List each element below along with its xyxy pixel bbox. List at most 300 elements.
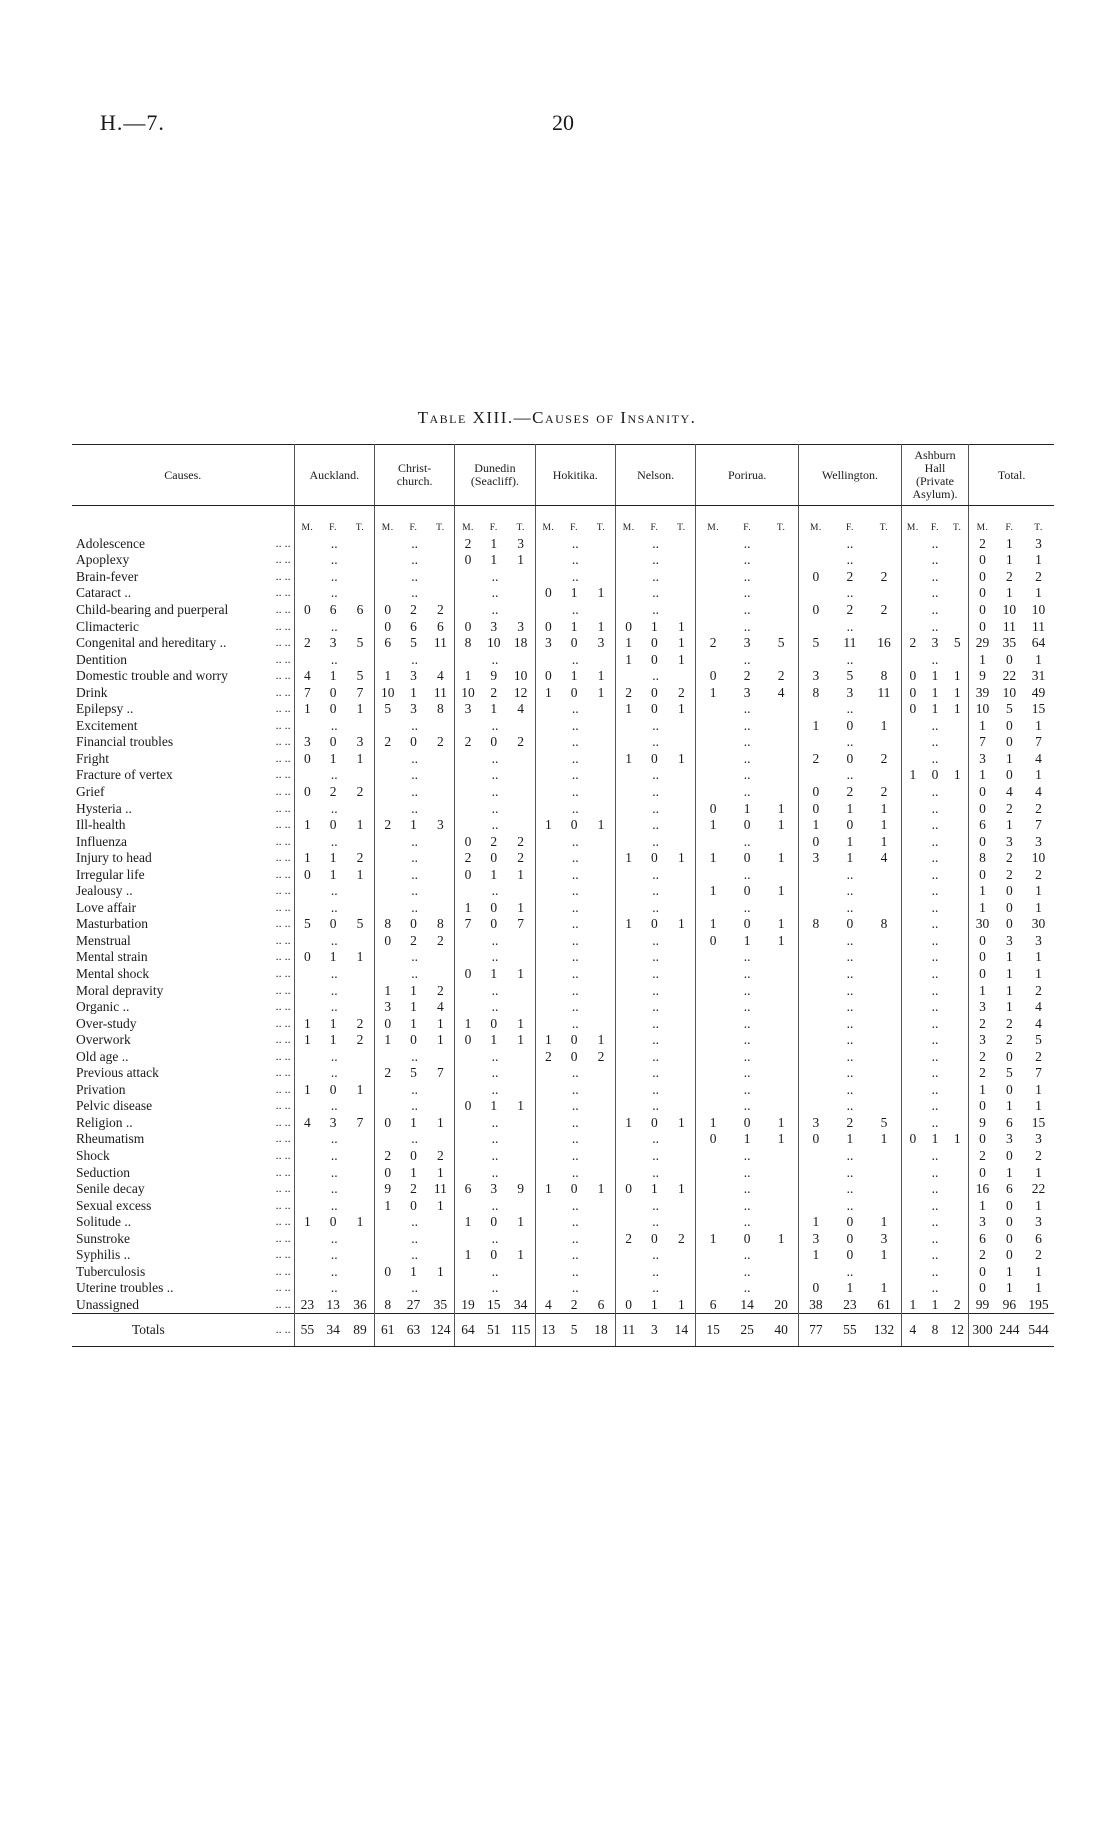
empty-cell: .. xyxy=(901,568,968,585)
value-f: 0 xyxy=(1006,1230,1013,1246)
leader-dots: .. .. xyxy=(252,899,295,916)
empty-cell: .. xyxy=(294,535,374,552)
empty-cell: .. xyxy=(374,882,454,899)
empty-cell: .. xyxy=(615,585,695,602)
leader-dots: .. .. xyxy=(252,998,295,1015)
empty-cell: .. xyxy=(799,1081,902,1098)
value-f: 0 xyxy=(490,1015,498,1031)
empty-cell: .. xyxy=(901,1247,968,1264)
empty-cell: .. xyxy=(294,1048,374,1065)
empty-cell: .. xyxy=(535,1065,615,1082)
empty-cell: .. xyxy=(455,882,535,899)
value-f: 13 xyxy=(326,1296,340,1312)
table-row xyxy=(72,866,1054,883)
value-f: 1 xyxy=(651,1181,658,1197)
sub-header-f: F. xyxy=(1005,523,1014,533)
empty-cell: .. xyxy=(696,535,799,552)
value-t: 1 xyxy=(507,1247,535,1264)
value-t: 2 xyxy=(426,932,454,949)
empty-cell: .. xyxy=(696,1247,799,1264)
value-f: 0 xyxy=(1006,883,1013,899)
value-t: 1 xyxy=(867,1247,901,1264)
value-f: 0 xyxy=(846,1214,854,1230)
value-f: 0 xyxy=(490,734,498,750)
table-row xyxy=(72,634,1054,651)
empty-cell: .. xyxy=(374,717,454,734)
empty-cell: .. xyxy=(374,1280,454,1297)
empty-cell: .. xyxy=(455,800,535,817)
value-m: 2 xyxy=(979,1148,986,1163)
institution-header xyxy=(696,445,799,506)
value-m: 0 xyxy=(464,1098,472,1114)
empty-cell: .. xyxy=(374,1098,454,1115)
empty-cell: .. xyxy=(615,1263,695,1280)
value-m: 0 xyxy=(979,585,986,601)
value-f: 0 xyxy=(1006,1081,1013,1097)
empty-cell: .. xyxy=(615,667,695,684)
value-t: 1 xyxy=(667,651,695,668)
value-f: 1 xyxy=(1006,982,1013,998)
value-f: 1 xyxy=(931,684,939,700)
empty-cell: .. xyxy=(535,568,615,585)
value-t: 4 xyxy=(507,700,535,717)
value-m: 0 xyxy=(979,932,986,948)
institution-header xyxy=(799,445,902,506)
empty-cell: .. xyxy=(294,1131,374,1148)
value-t: 6 xyxy=(1035,1230,1042,1246)
value-t: 40 xyxy=(764,1313,798,1346)
sub-header-f: F. xyxy=(931,523,939,533)
value-t: 3 xyxy=(1035,833,1042,849)
value-m: 1 xyxy=(709,1230,717,1246)
value-m: 55 xyxy=(294,1313,320,1346)
empty-cell: .. xyxy=(901,932,968,949)
page-reference: H.—7. xyxy=(100,110,165,135)
empty-cell: .. xyxy=(615,601,695,618)
value-f: 96 xyxy=(1002,1296,1017,1312)
value-m: 0 xyxy=(812,833,820,849)
cause-name: Injury to head xyxy=(76,850,152,866)
value-m: 8 xyxy=(979,850,986,866)
value-f: 2 xyxy=(1006,568,1013,584)
empty-cell: .. xyxy=(455,932,535,949)
sub-header-t: T. xyxy=(667,506,695,536)
value-t: 2 xyxy=(1035,800,1042,816)
empty-cell: .. xyxy=(901,1230,968,1247)
value-f: 0 xyxy=(329,1214,337,1230)
cause-name: Sunstroke xyxy=(76,1230,130,1246)
empty-cell: .. xyxy=(374,849,454,866)
sub-header-f: F. xyxy=(845,523,854,533)
institution-header-label: Total. xyxy=(997,467,1026,482)
value-f: 5 xyxy=(1006,1065,1013,1081)
empty-cell: .. xyxy=(799,882,902,899)
empty-cell: .. xyxy=(535,965,615,982)
value-t: 1 xyxy=(667,1180,695,1197)
value-f: 1 xyxy=(410,1114,417,1130)
value-t: 4 xyxy=(1035,1015,1042,1031)
leader-dots: .. .. xyxy=(252,1131,295,1148)
value-f: 1 xyxy=(329,668,337,684)
empty-cell: .. xyxy=(799,949,902,966)
value-m: 1 xyxy=(464,1214,472,1230)
value-f: 0 xyxy=(329,734,337,750)
leader-dots: .. .. xyxy=(252,1247,295,1264)
cause-name: Old age .. xyxy=(76,1048,129,1064)
empty-cell: .. xyxy=(535,750,615,767)
empty-cell: .. xyxy=(374,899,454,916)
value-m: 9 xyxy=(979,1114,986,1130)
value-t: 9 xyxy=(507,1180,535,1197)
value-t: 7 xyxy=(346,1114,374,1131)
empty-cell: .. xyxy=(696,1147,799,1164)
value-m: 3 xyxy=(812,850,820,866)
value-m: 0 xyxy=(979,1098,986,1114)
value-m: 1 xyxy=(979,767,986,783)
empty-cell: .. xyxy=(615,982,695,999)
empty-cell: .. xyxy=(901,1147,968,1164)
empty-cell: .. xyxy=(535,932,615,949)
empty-cell: .. xyxy=(535,1114,615,1131)
value-f: 1 xyxy=(570,618,578,634)
value-t: 2 xyxy=(507,849,535,866)
value-m: 1 xyxy=(979,1197,986,1213)
empty-cell: .. xyxy=(374,783,454,800)
empty-cell: .. xyxy=(455,1263,535,1280)
empty-cell: .. xyxy=(615,767,695,784)
value-m: 1 xyxy=(625,1114,633,1130)
value-m: 1 xyxy=(464,1247,472,1263)
value-t: 35 xyxy=(426,1296,454,1313)
value-t: 6 xyxy=(346,601,374,618)
empty-cell: .. xyxy=(696,568,799,585)
value-m: 1 xyxy=(625,651,633,667)
empty-cell: .. xyxy=(374,800,454,817)
empty-cell: .. xyxy=(615,816,695,833)
table-row xyxy=(72,750,1054,767)
sub-header-t: T. xyxy=(867,506,901,536)
leader-dots: .. .. xyxy=(252,965,295,982)
value-t: 5 xyxy=(346,916,374,933)
value-t: 2 xyxy=(764,667,798,684)
table-row xyxy=(72,1180,1054,1197)
empty-cell: .. xyxy=(535,767,615,784)
table-row xyxy=(72,667,1054,684)
value-m: 2 xyxy=(625,1230,633,1246)
empty-cell: .. xyxy=(535,734,615,751)
value-f: 1 xyxy=(490,1032,498,1048)
table-title: Table XIII.—Causes of Insanity. xyxy=(417,408,697,427)
value-m: 6 xyxy=(464,1181,472,1197)
value-f: 3 xyxy=(1006,932,1013,948)
value-f: 1 xyxy=(651,1296,658,1312)
value-m: 1 xyxy=(709,850,717,866)
cause-name: Mental shock xyxy=(76,965,150,981)
value-t: 2 xyxy=(1035,1048,1042,1064)
value-f: 1 xyxy=(1006,535,1013,551)
value-t: 1 xyxy=(587,816,615,833)
value-m: 1 xyxy=(812,717,820,733)
value-t: 4 xyxy=(1035,783,1042,799)
empty-cell: .. xyxy=(696,998,799,1015)
value-f: 1 xyxy=(1006,949,1013,965)
leader-dots: .. .. xyxy=(252,882,295,899)
sub-header-m: M. xyxy=(707,523,720,533)
value-m: 1 xyxy=(303,701,311,717)
table-row xyxy=(72,998,1054,1015)
empty-cell: .. xyxy=(535,882,615,899)
empty-cell: .. xyxy=(799,899,902,916)
value-m: 1 xyxy=(625,750,633,766)
empty-cell: .. xyxy=(535,1247,615,1264)
empty-cell: .. xyxy=(696,965,799,982)
cause-name: Uterine troubles .. xyxy=(76,1280,174,1296)
institution-header xyxy=(455,445,535,506)
value-m: 300 xyxy=(969,1313,996,1346)
value-t: 1 xyxy=(667,849,695,866)
institution-header xyxy=(294,445,374,506)
value-m: 6 xyxy=(709,1296,717,1312)
empty-cell: .. xyxy=(294,717,374,734)
leader-dots: .. .. xyxy=(252,1098,295,1115)
empty-cell: .. xyxy=(615,568,695,585)
value-m: 11 xyxy=(615,1313,641,1346)
value-m: 2 xyxy=(909,635,917,651)
value-t: 1 xyxy=(346,700,374,717)
value-f: 1 xyxy=(1006,585,1013,601)
leader-dots: .. .. xyxy=(252,1164,295,1181)
value-t: 1 xyxy=(587,1031,615,1048)
value-t: 1 xyxy=(507,1015,535,1032)
empty-cell: .. xyxy=(901,998,968,1015)
empty-cell: .. xyxy=(615,1213,695,1230)
value-t: 2 xyxy=(346,1031,374,1048)
table-row xyxy=(72,1247,1054,1264)
cause-name: Organic .. xyxy=(76,999,130,1015)
sub-header-f: F. xyxy=(743,523,752,533)
value-t: 1 xyxy=(867,800,901,817)
value-t: 2 xyxy=(1035,1148,1042,1163)
sub-header-spacer xyxy=(72,506,294,536)
empty-cell: .. xyxy=(455,1280,535,1297)
value-m: 0 xyxy=(979,866,986,882)
empty-cell: .. xyxy=(615,1280,695,1297)
empty-cell: .. xyxy=(455,767,535,784)
value-t: 2 xyxy=(1035,1247,1042,1263)
empty-cell: .. xyxy=(294,1180,374,1197)
value-f: 2 xyxy=(846,601,854,617)
empty-cell: .. xyxy=(615,1164,695,1181)
value-t: 1 xyxy=(764,1131,798,1148)
table-row xyxy=(72,618,1054,635)
empty-cell: .. xyxy=(374,552,454,569)
value-t: 1 xyxy=(507,866,535,883)
value-f: 3 xyxy=(846,684,854,700)
value-f: 51 xyxy=(481,1313,507,1346)
leader-dots: .. .. xyxy=(252,1313,295,1346)
value-t: 3 xyxy=(867,1230,901,1247)
value-m: 0 xyxy=(464,552,472,568)
table-row xyxy=(72,800,1054,817)
empty-cell: .. xyxy=(615,1131,695,1148)
value-t: 6 xyxy=(426,618,454,635)
value-m: 1 xyxy=(709,817,717,833)
value-f: 0 xyxy=(490,1214,498,1230)
table-row xyxy=(72,932,1054,949)
value-m: 23 xyxy=(300,1296,315,1312)
empty-cell: .. xyxy=(615,552,695,569)
sub-header-f: F. xyxy=(489,523,498,533)
table-row xyxy=(72,849,1054,866)
empty-cell: .. xyxy=(294,998,374,1015)
empty-cell: .. xyxy=(901,1015,968,1032)
institution-header-label: Hokitika. xyxy=(552,467,598,482)
empty-cell: .. xyxy=(455,651,535,668)
empty-cell: .. xyxy=(455,601,535,618)
empty-cell: .. xyxy=(696,1280,799,1297)
value-m: 10 xyxy=(461,684,475,700)
empty-cell: .. xyxy=(901,601,968,618)
value-m: 2 xyxy=(979,1247,986,1263)
empty-cell: .. xyxy=(696,1065,799,1082)
value-m: 1 xyxy=(909,1296,917,1312)
value-t: 1 xyxy=(587,618,615,635)
value-f: 5 xyxy=(1006,701,1013,717)
value-t: 1 xyxy=(1035,552,1042,568)
empty-cell: .. xyxy=(901,1280,968,1297)
leader-dots: .. .. xyxy=(252,651,295,668)
cause-name: Cataract .. xyxy=(76,585,132,601)
table-row xyxy=(72,1081,1054,1098)
empty-cell: .. xyxy=(535,1230,615,1247)
cause-name: Rheumatism xyxy=(76,1131,145,1147)
value-t: 3 xyxy=(507,618,535,635)
value-t: 16 xyxy=(867,634,901,651)
value-m: 1 xyxy=(544,817,552,833)
value-f: 0 xyxy=(1006,651,1013,667)
empty-cell: .. xyxy=(696,949,799,966)
value-m: 3 xyxy=(979,1032,986,1048)
value-m: 2 xyxy=(384,1148,392,1163)
value-m: 1 xyxy=(625,850,633,866)
table-row xyxy=(72,1048,1054,1065)
empty-cell: .. xyxy=(535,783,615,800)
value-t: 22 xyxy=(1031,1181,1046,1197)
value-f: 0 xyxy=(1006,916,1013,932)
empty-cell: .. xyxy=(901,899,968,916)
empty-cell: .. xyxy=(901,1263,968,1280)
sub-header-m: M. xyxy=(301,523,314,533)
value-f: 0 xyxy=(651,684,658,700)
institution-header xyxy=(535,445,615,506)
empty-cell: .. xyxy=(615,535,695,552)
value-f: 3 xyxy=(410,668,417,684)
value-f: 0 xyxy=(651,635,658,651)
value-f: 3 xyxy=(743,684,751,700)
empty-cell: .. xyxy=(294,767,374,784)
cause-name: Ill-health xyxy=(76,817,126,833)
value-t: 1 xyxy=(1035,767,1042,783)
value-t: 1 xyxy=(1035,949,1042,965)
empty-cell: .. xyxy=(455,783,535,800)
value-f: 0 xyxy=(490,1247,498,1263)
value-t: 1 xyxy=(346,1081,374,1098)
value-f: 2 xyxy=(490,684,498,700)
value-t: 4 xyxy=(426,998,454,1015)
empty-cell: .. xyxy=(696,982,799,999)
value-t: 1 xyxy=(426,1263,454,1280)
value-f: 1 xyxy=(410,1164,417,1180)
value-m: 1 xyxy=(544,1032,552,1048)
value-t: 2 xyxy=(867,783,901,800)
sub-header-t: T. xyxy=(946,506,968,536)
empty-cell: .. xyxy=(294,899,374,916)
value-f: 11 xyxy=(1002,618,1016,634)
empty-cell: .. xyxy=(901,1213,968,1230)
value-f: 0 xyxy=(743,883,751,899)
value-m: 1 xyxy=(303,817,311,833)
leader-dots: .. .. xyxy=(252,700,295,717)
value-m: 1 xyxy=(384,1197,392,1213)
table-row xyxy=(72,552,1054,569)
empty-cell: .. xyxy=(374,568,454,585)
value-t: 4 xyxy=(1035,750,1042,766)
value-m: 0 xyxy=(384,1015,392,1031)
empty-cell: .. xyxy=(615,1098,695,1115)
value-t: 1 xyxy=(867,1280,901,1297)
value-m: 0 xyxy=(303,601,311,617)
cause-name: Menstrual xyxy=(76,932,131,948)
value-f: 10 xyxy=(1002,601,1017,617)
value-m: 0 xyxy=(979,783,986,799)
value-m: 1 xyxy=(384,982,392,998)
value-m: 1 xyxy=(979,1081,986,1097)
leader-dots: .. .. xyxy=(252,1230,295,1247)
empty-cell: .. xyxy=(294,1247,374,1264)
value-f: 1 xyxy=(743,800,751,816)
value-m: 1 xyxy=(464,668,472,684)
empty-cell: .. xyxy=(901,1048,968,1065)
empty-cell: .. xyxy=(615,899,695,916)
value-t: 2 xyxy=(587,1048,615,1065)
empty-cell: .. xyxy=(615,833,695,850)
value-m: 8 xyxy=(812,916,820,932)
value-m: 1 xyxy=(709,916,717,932)
value-m: 0 xyxy=(909,701,917,717)
leader-dots: .. .. xyxy=(252,535,295,552)
empty-cell: .. xyxy=(535,700,615,717)
empty-cell: .. xyxy=(294,1098,374,1115)
empty-cell: .. xyxy=(455,1048,535,1065)
value-m: 0 xyxy=(979,1263,986,1279)
value-m: 0 xyxy=(464,1032,472,1048)
value-f: 1 xyxy=(743,932,751,948)
cause-name: Tuberculosis xyxy=(76,1263,146,1279)
value-f: 3 xyxy=(743,635,751,651)
value-f: 1 xyxy=(931,1131,939,1147)
value-t: 2 xyxy=(426,601,454,618)
empty-cell: .. xyxy=(615,717,695,734)
value-f: 1 xyxy=(490,866,498,882)
value-m: 0 xyxy=(812,800,820,816)
value-m: 0 xyxy=(979,552,986,568)
empty-cell: .. xyxy=(799,767,902,784)
value-m: 0 xyxy=(812,568,820,584)
value-t: 49 xyxy=(1031,684,1046,700)
table-row xyxy=(72,1147,1054,1164)
value-t: 31 xyxy=(1031,668,1046,684)
value-m: 61 xyxy=(374,1313,400,1346)
